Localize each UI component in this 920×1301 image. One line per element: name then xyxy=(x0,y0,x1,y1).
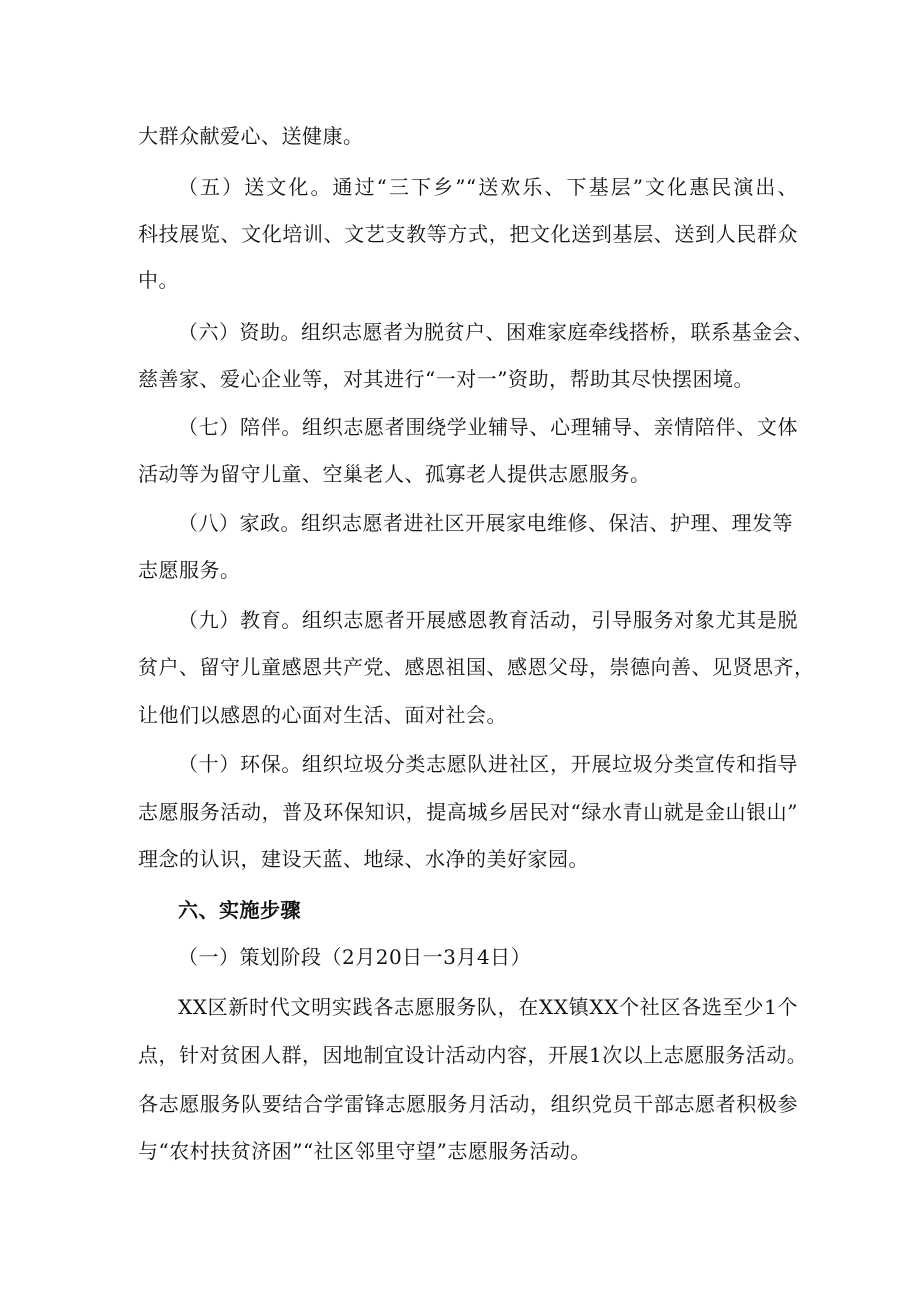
text-line: 让他们以感恩的心面对生活、面对社会。 xyxy=(138,703,507,727)
text-line: （五）送文化。通过“三下乡”“送欢乐、下基层”文化惠民演出、 xyxy=(178,175,798,199)
text-line: （十）环保。组织垃圾分类志愿队进社区，开展垃圾分类宣传和指导 xyxy=(178,752,798,776)
text-line: 大群众献爱心、送健康。 xyxy=(138,124,364,148)
text-line: 点，针对贫困人群，因地制宜设计活动内容，开展1次以上志愿服务活动。 xyxy=(138,1043,808,1067)
text-line: 与“农村扶贫济困”“社区邻里守望”志愿服务活动。 xyxy=(138,1139,591,1163)
text-line: 各志愿服务队要结合学雷锋志愿服务月活动，组织党员干部志愿者积极参 xyxy=(138,1092,798,1116)
text-line: 科技展览、文化培训、文艺支教等方式，把文化送到基层、送到人民群众 xyxy=(138,222,798,246)
text-line: （九）教育。组织志愿者开展感恩教育活动，引导服务对象尤其是脱 xyxy=(178,608,798,632)
text-line: 贫户、留守儿童感恩共产党、感恩祖国、感恩父母，崇德向善、见贤思齐， xyxy=(138,655,815,679)
subsection-heading: （一）策划阶段（2月20日一3月4日） xyxy=(178,945,532,969)
text-line: 志愿服务。 xyxy=(138,558,241,582)
text-line: 中。 xyxy=(138,268,179,292)
text-line: （八）家政。组织志愿者进社区开展家电维修、保洁、护理、理发等 xyxy=(178,511,793,535)
section-heading: 六、实施步骤 xyxy=(178,898,301,922)
text-line: 慈善家、爱心企业等，对其进行“一对一”资助，帮助其尽快摆困境。 xyxy=(138,367,754,391)
text-line: 活动等为留守儿童、空巢老人、孤寡老人提供志愿服务。 xyxy=(138,462,651,486)
text-line: （六）资助。组织志愿者为脱贫户、困难家庭牵线搭桥，联系基金会、 xyxy=(178,320,814,344)
text-line: 理念的认识，建设天蓝、地绿、水净的美好家园。 xyxy=(138,847,589,871)
text-line: XX区新时代文明实践各志愿服务队，在XX镇XX个社区各选至少1个 xyxy=(178,995,798,1019)
text-line: （七）陪伴。组织志愿者围绕学业辅导、心理辅导、亲情陪伴、文体 xyxy=(178,415,798,439)
text-line: 志愿服务活动，普及环保知识，提高城乡居民对“绿水青山就是金山银山” xyxy=(138,800,798,824)
